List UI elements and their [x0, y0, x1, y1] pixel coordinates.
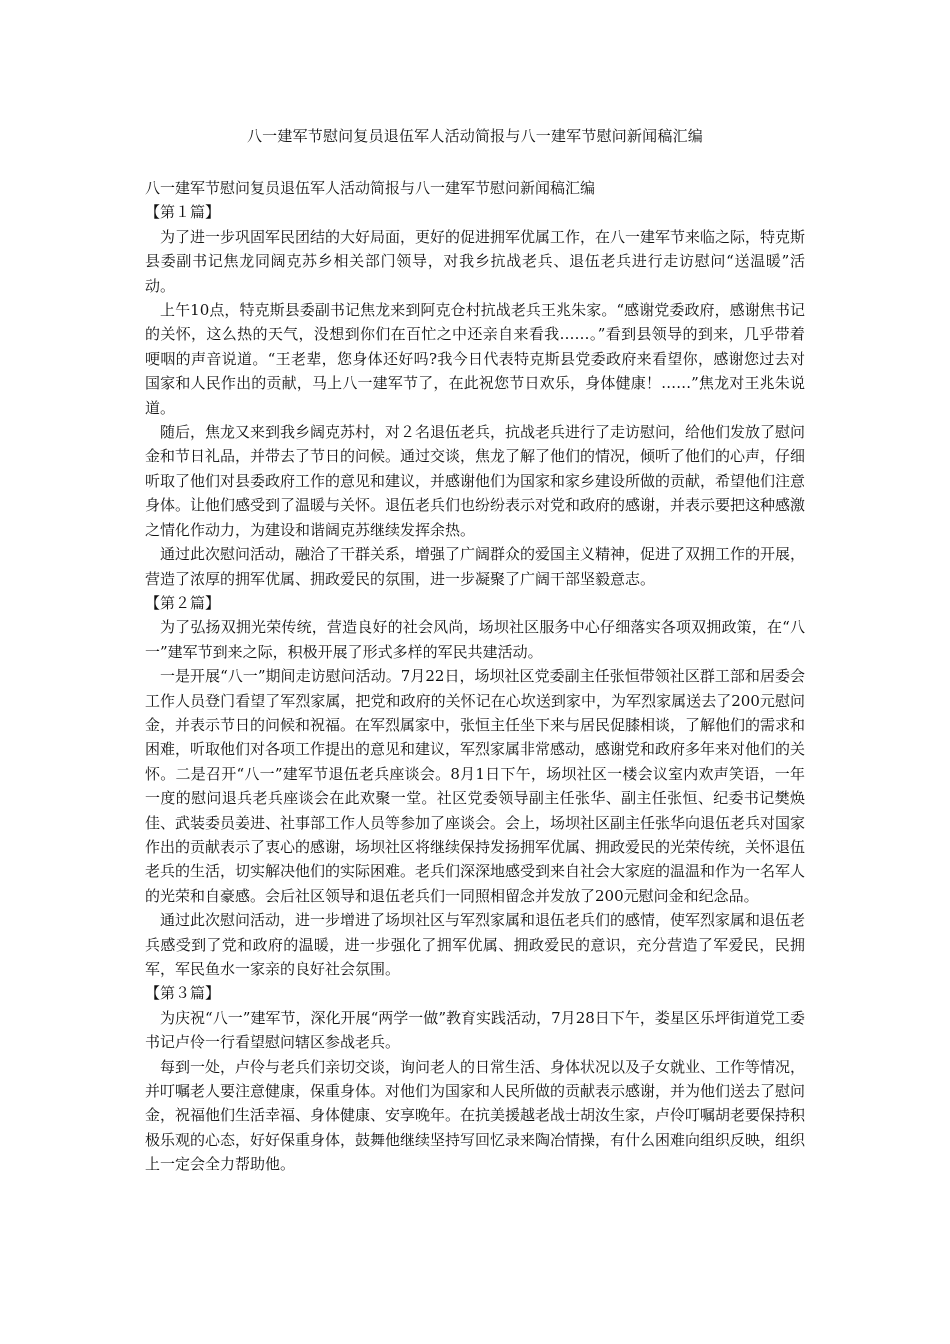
paragraph: 通过此次慰问活动，融洽了干群关系，增强了广阔群众的爱国主义精神，促进了双拥工作的开展，营造了浓厚的拥军优属、拥政爱民的氛围，进一步凝聚了广阔干部坚毅意志。: [145, 545, 806, 588]
section-heading-3: 【第３篇】: [145, 984, 221, 1003]
section-heading-2: 【第２篇】: [145, 593, 221, 612]
section-heading-1: 【第１篇】: [145, 203, 221, 222]
paragraph: 一是开展“八一”期间走访慰问活动。7月22日，场坝社区党委副主任张恒带领社区群工部和居委会工作人员登门看望了军烈家属，把党和政府的关怀记在心坎送到家中，为军烈家属送去了200元慰问金，并表示节日的问候和祝福。在军烈属家中，张恒主任坐下来与居民促膝相谈，了解他们的需求和困难，听取他们对各项工作提出的意见和建议，军烈家属非常感动，感谢党和政府多年来对他们的关怀。二是召开“八一”建军节退伍老兵座谈会。8月1日下午，场坝社区一楼会议室内欢声笑语，一年一度的慰问退兵老兵座谈会在此欢聚一堂。社区党委领导副主任张华、副主任张恒、纪委书记樊焕佳、武装委员姜进、社事部工作人员等参加了座谈会。会上，场坝社区副主任张华向退伍老兵对国家作出的贡献表示了衷心的感谢，场坝社区将继续保持发扬拥军优属、拥政爱民的光荣传统，关怀退伍老兵的生活，切实解决他们的实际困难。老兵们深深地感受到来自社会大家庭的温温和作为一名军人的光荣和自豪感。会后社区领导和退伍老兵们一同照相留念并发放了200元慰问金和纪念品。: [145, 667, 806, 905]
paragraph: 为庆祝“八一”建军节，深化开展“两学一做”教育实践活动，7月28日下午，娄星区乐坪街道党工委书记卢伶一行看望慰问辖区参战老兵。: [145, 1008, 805, 1052]
paragraph: 为了弘扬双拥光荣传统，营造良好的社会风尚，场坝社区服务中心仔细落实各项双拥政策，在“八一”建军节到来之际，积极开展了形式多样的军民共建活动。: [145, 618, 805, 661]
document-body: [145, 176, 805, 1177]
paragraph: 为了进一步巩固军民团结的大好局面，更好的促进拥军优属工作，在八一建军节来临之际，特克斯县委副书记焦龙同阔克苏乡相关部门领导，对我乡抗战老兵、退伍老兵进行走访慰问“送温暖”活动。: [145, 227, 806, 295]
document-title: 八一建军节慰问复员退伍军人活动简报与八一建军节慰问新闻稿汇编: [246, 127, 703, 145]
paragraph: 上午10点，特克斯县委副书记焦龙来到阿克仓村抗战老兵王兆朱家。“感谢党委政府，感谢焦书记的关怀，这么热的天气，没想到你们在百忙之中还亲自来看我……。”看到县领导的到来，几乎带着哽咽的声音说道。“王老辈，您身体还好吗?我今日代表特克斯县党委政府来看望你，感谢您过去对国家和人民作出的贡献，马上八一建军节了，在此祝您节日欢乐，身体健康！……”焦龙对王兆朱说道。: [145, 301, 805, 417]
paragraph: 随后，焦龙又来到我乡阔克苏村，对２名退伍老兵，抗战老兵进行了走访慰问，给他们发放了慰问金和节日礼品，并带去了节日的问候。通过交谈，焦龙了解了他们的情况，倾听了他们的心声，仔细听取了他们对县委政府工作的意见和建议，并感谢他们为国家和家乡建设所做的贡献，希望他们注意身体。让他们感受到了温暖与关怀。退伍老兵们也纷纷表示对党和政府的感谢，并表示要把这种感激之情化作动力，为建设和谐阔克苏继续发挥余热。: [145, 423, 806, 539]
document-subtitle: 八一建军节慰问复员退伍军人活动简报与八一建军节慰问新闻稿汇编: [145, 179, 596, 197]
paragraph: 每到一处，卢伶与老兵们亲切交谈，询问老人的日常生活、身体状况以及子女就业、工作等情况，并叮嘱老人要注意健康，保重身体。对他们为国家和人民所做的贡献表示感谢，并为他们送去了慰问金，祝福他们生活幸福、身体健康、安享晚年。在抗美援越老战士胡汝生家，卢伶叮嘱胡老要保持积极乐观的心态，好好保重身体，鼓舞他继续坚持写回忆录来陶冶情操，有什么困难向组织反映，组织上一定会全力帮助他。: [145, 1057, 806, 1174]
paragraph: 通过此次慰问活动，进一步增进了场坝社区与军烈家属和退伍老兵们的感情，使军烈家属和退伍老兵感受到了党和政府的温暖，进一步强化了拥军优属、拥政爱民的意识，充分营造了军爱民，民拥军，军民鱼水一家亲的良好社会氛围。: [145, 911, 806, 978]
